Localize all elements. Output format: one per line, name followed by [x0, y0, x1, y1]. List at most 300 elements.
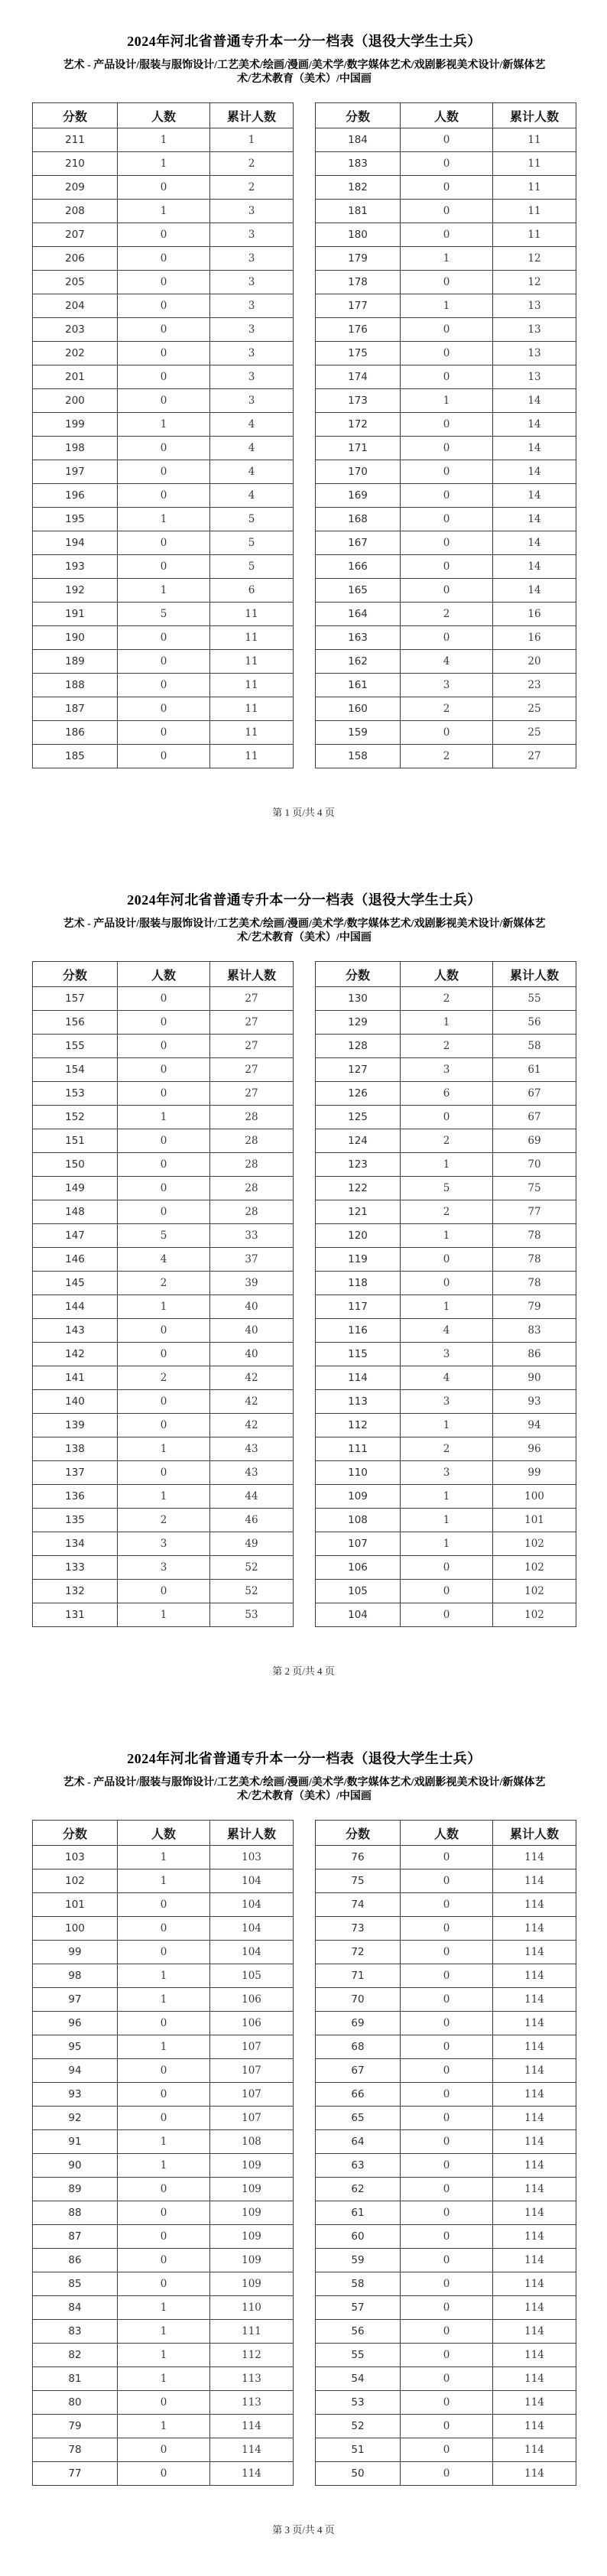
cumulative-cell: 114: [493, 1917, 576, 1941]
score-cell: 182: [316, 176, 401, 200]
count-cell: 0: [401, 1248, 493, 1272]
count-cell: 0: [118, 1319, 210, 1343]
score-cell: 202: [33, 342, 118, 365]
count-cell: 0: [118, 2059, 210, 2083]
score-cell: 137: [33, 1461, 118, 1485]
table-row: [316, 1532, 576, 1556]
cumulative-cell: 1: [210, 128, 294, 152]
page2-left-score-table: [32, 961, 294, 1627]
count-cell: 0: [118, 531, 210, 555]
table-row: [316, 745, 576, 768]
cumulative-cell: 101: [493, 1509, 576, 1532]
count-cell: 0: [118, 1414, 210, 1437]
cumulative-cell: 28: [210, 1177, 294, 1200]
column-header: 分数: [33, 962, 118, 987]
table-row: [33, 2059, 294, 2083]
score-cell: 88: [33, 2201, 118, 2225]
table-row: [33, 2012, 294, 2035]
table-row: [33, 223, 294, 247]
table-row: [33, 1869, 294, 1893]
score-cell: 187: [33, 697, 118, 721]
score-cell: 169: [316, 484, 401, 508]
score-cell: 190: [33, 626, 118, 650]
count-cell: 1: [118, 1869, 210, 1893]
score-cell: 99: [33, 1941, 118, 1964]
score-cell: 206: [33, 247, 118, 271]
table-row: [316, 674, 576, 697]
count-cell: 1: [118, 413, 210, 437]
count-cell: 0: [401, 555, 493, 579]
count-cell: 1: [401, 1153, 493, 1177]
cumulative-cell: 67: [493, 1082, 576, 1106]
count-cell: 0: [401, 1869, 493, 1893]
table-row: [33, 2130, 294, 2154]
count-cell: 1: [118, 152, 210, 176]
count-cell: 0: [118, 176, 210, 200]
table-row: [316, 2012, 576, 2035]
count-cell: 0: [401, 721, 493, 745]
count-cell: 1: [118, 2154, 210, 2178]
cumulative-cell: 114: [493, 2012, 576, 2035]
cumulative-cell: 56: [493, 1011, 576, 1035]
count-cell: 2: [401, 1129, 493, 1153]
table-row: [316, 1295, 576, 1319]
score-cell: 172: [316, 413, 401, 437]
table-row: [33, 2154, 294, 2178]
document-subtitle: 艺术 - 产品设计/服装与服饰设计/工艺美术/绘画/漫画/美术学/数字媒体艺术/戏剧影视美术设计/新媒体艺术/艺术教育（美术）/中国画: [63, 1777, 546, 1802]
score-cell: 64: [316, 2130, 401, 2154]
document-subtitle: 艺术 - 产品设计/服装与服饰设计/工艺美术/绘画/漫画/美术学/数字媒体艺术/戏剧影视美术设计/新媒体艺术/艺术教育（美术）/中国画: [63, 60, 546, 85]
count-cell: 3: [401, 1390, 493, 1414]
cumulative-cell: 102: [493, 1532, 576, 1556]
table-row: [33, 1556, 294, 1580]
table-row: [33, 1082, 294, 1106]
cumulative-cell: 52: [210, 1556, 294, 1580]
table-row: [316, 1177, 576, 1200]
page1-left-score-table: [32, 102, 294, 768]
table-row: [316, 1580, 576, 1603]
count-cell: 0: [401, 1272, 493, 1295]
table-row: [316, 1248, 576, 1272]
cumulative-cell: 110: [210, 2296, 294, 2320]
score-cell: 136: [33, 1485, 118, 1509]
cumulative-cell: 104: [210, 1893, 294, 1917]
count-cell: 0: [401, 2296, 493, 2320]
count-cell: 1: [118, 2296, 210, 2320]
score-cell: 180: [316, 223, 401, 247]
score-cell: 188: [33, 674, 118, 697]
table-row: [316, 2391, 576, 2415]
cumulative-cell: 4: [210, 437, 294, 460]
count-cell: 0: [401, 2130, 493, 2154]
count-cell: 0: [118, 650, 210, 674]
count-cell: 0: [118, 1011, 210, 1035]
cumulative-cell: 114: [493, 2107, 576, 2130]
count-cell: 0: [401, 2438, 493, 2462]
cumulative-cell: 28: [210, 1129, 294, 1153]
table-row: [33, 1272, 294, 1295]
table-row: [33, 2320, 294, 2344]
score-cell: 57: [316, 2296, 401, 2320]
table-row: [316, 2201, 576, 2225]
table-row: [316, 152, 576, 176]
cumulative-cell: 40: [210, 1343, 294, 1366]
count-cell: 4: [401, 1366, 493, 1390]
document-subtitle: 艺术 - 产品设计/服装与服饰设计/工艺美术/绘画/漫画/美术学/数字媒体艺术/戏剧影视美术设计/新媒体艺术/艺术教育（美术）/中国画: [63, 918, 546, 944]
score-cell: 50: [316, 2462, 401, 2486]
score-cell: 113: [316, 1390, 401, 1414]
count-cell: 0: [118, 460, 210, 484]
score-cell: 195: [33, 508, 118, 531]
count-cell: 2: [118, 1509, 210, 1532]
score-cell: 91: [33, 2130, 118, 2154]
cumulative-cell: 5: [210, 531, 294, 555]
table-row: [316, 1556, 576, 1580]
count-cell: 0: [118, 987, 210, 1011]
table-row: [316, 721, 576, 745]
score-cell: 66: [316, 2083, 401, 2107]
cumulative-cell: 104: [210, 1869, 294, 1893]
table-row: [316, 1366, 576, 1390]
count-cell: 0: [118, 1893, 210, 1917]
score-cell: 131: [33, 1603, 118, 1627]
cumulative-cell: 111: [210, 2320, 294, 2344]
count-cell: 1: [401, 1011, 493, 1035]
cumulative-cell: 77: [493, 1200, 576, 1224]
count-cell: 0: [401, 318, 493, 342]
cumulative-cell: 114: [493, 2083, 576, 2107]
score-cell: 164: [316, 603, 401, 626]
score-cell: 156: [33, 1011, 118, 1035]
cumulative-cell: 99: [493, 1461, 576, 1485]
count-cell: 1: [118, 1988, 210, 2012]
table-row: [316, 2154, 576, 2178]
cumulative-cell: 114: [493, 2391, 576, 2415]
score-cell: 130: [316, 987, 401, 1011]
count-cell: 0: [401, 2344, 493, 2367]
count-cell: 1: [401, 1485, 493, 1509]
score-cell: 123: [316, 1153, 401, 1177]
score-cell: 149: [33, 1177, 118, 1200]
count-cell: 3: [118, 1532, 210, 1556]
score-cell: 197: [33, 460, 118, 484]
score-cell: 175: [316, 342, 401, 365]
score-cell: 93: [33, 2083, 118, 2107]
cumulative-cell: 90: [493, 1366, 576, 1390]
count-cell: 2: [401, 697, 493, 721]
column-header: 人数: [401, 103, 493, 128]
score-cell: 144: [33, 1295, 118, 1319]
cumulative-cell: 33: [210, 1224, 294, 1248]
table-row: [316, 555, 576, 579]
count-cell: 2: [401, 987, 493, 1011]
table-row: [316, 697, 576, 721]
table-row: [316, 1224, 576, 1248]
cumulative-cell: 3: [210, 294, 294, 318]
cumulative-cell: 114: [210, 2462, 294, 2486]
cumulative-cell: 79: [493, 1295, 576, 1319]
page3-left-score-table: [32, 1820, 294, 2486]
count-cell: 2: [118, 1272, 210, 1295]
cumulative-cell: 108: [210, 2130, 294, 2154]
score-cell: 61: [316, 2201, 401, 2225]
page-1: [0, 0, 607, 859]
count-cell: 0: [401, 2367, 493, 2391]
table-row: [33, 555, 294, 579]
cumulative-cell: 67: [493, 1106, 576, 1129]
score-cell: 107: [316, 1532, 401, 1556]
cumulative-cell: 109: [210, 2249, 294, 2272]
score-cell: 59: [316, 2249, 401, 2272]
score-cell: 108: [316, 1509, 401, 1532]
table-row: [316, 2296, 576, 2320]
cumulative-cell: 3: [210, 223, 294, 247]
count-cell: 0: [118, 2438, 210, 2462]
cumulative-cell: 102: [493, 1603, 576, 1627]
cumulative-cell: 113: [210, 2391, 294, 2415]
table-row: [316, 1893, 576, 1917]
score-cell: 193: [33, 555, 118, 579]
cumulative-cell: 70: [493, 1153, 576, 1177]
table-row: [316, 1485, 576, 1509]
cumulative-cell: 102: [493, 1556, 576, 1580]
table-row: [316, 1153, 576, 1177]
count-cell: 0: [401, 2059, 493, 2083]
count-cell: 1: [118, 1437, 210, 1461]
count-cell: 0: [118, 1917, 210, 1941]
cumulative-cell: 11: [210, 745, 294, 768]
table-row: [316, 1082, 576, 1106]
score-cell: 54: [316, 2367, 401, 2391]
page-number-footer: 第 3 页/共 4 页: [272, 2524, 335, 2535]
count-cell: 0: [401, 271, 493, 294]
score-cell: 141: [33, 1366, 118, 1390]
count-cell: 0: [118, 721, 210, 745]
count-cell: 2: [401, 1200, 493, 1224]
table-row: [33, 247, 294, 271]
count-cell: 0: [118, 1200, 210, 1224]
score-cell: 129: [316, 1011, 401, 1035]
cumulative-cell: 13: [493, 318, 576, 342]
score-cell: 124: [316, 1129, 401, 1153]
count-cell: 0: [118, 2201, 210, 2225]
table-row: [316, 200, 576, 223]
table-row: [33, 2296, 294, 2320]
score-cell: 111: [316, 1437, 401, 1461]
score-cell: 139: [33, 1414, 118, 1437]
cumulative-cell: 107: [210, 2107, 294, 2130]
count-cell: 2: [401, 1437, 493, 1461]
count-cell: 1: [401, 1295, 493, 1319]
count-cell: 0: [118, 2107, 210, 2130]
cumulative-cell: 13: [493, 294, 576, 318]
cumulative-cell: 83: [493, 1319, 576, 1343]
cumulative-cell: 109: [210, 2201, 294, 2225]
score-cell: 89: [33, 2178, 118, 2201]
table-row: [33, 1509, 294, 1532]
cumulative-cell: 37: [210, 1248, 294, 1272]
score-cell: 81: [33, 2367, 118, 2391]
score-cell: 211: [33, 128, 118, 152]
score-cell: 189: [33, 650, 118, 674]
cumulative-cell: 114: [493, 2438, 576, 2462]
cumulative-cell: 106: [210, 2012, 294, 2035]
cumulative-cell: 109: [210, 2178, 294, 2201]
table-row: [33, 2249, 294, 2272]
count-cell: 0: [118, 389, 210, 413]
score-cell: 191: [33, 603, 118, 626]
cumulative-cell: 114: [493, 2201, 576, 2225]
cumulative-cell: 114: [493, 2249, 576, 2272]
count-cell: 0: [401, 1917, 493, 1941]
table-row: [316, 389, 576, 413]
table-row: [33, 1129, 294, 1153]
cumulative-cell: 14: [493, 579, 576, 603]
cumulative-cell: 2: [210, 152, 294, 176]
cumulative-cell: 11: [210, 603, 294, 626]
score-cell: 181: [316, 200, 401, 223]
score-cell: 132: [33, 1580, 118, 1603]
cumulative-cell: 105: [210, 1964, 294, 1988]
table-row: [316, 2415, 576, 2438]
table-row: [33, 1414, 294, 1437]
count-cell: 0: [401, 200, 493, 223]
count-cell: 0: [118, 2272, 210, 2296]
table-row: [316, 1414, 576, 1437]
score-cell: 151: [33, 1129, 118, 1153]
cumulative-cell: 78: [493, 1224, 576, 1248]
column-header: 人数: [118, 103, 210, 128]
score-cell: 116: [316, 1319, 401, 1343]
cumulative-cell: 6: [210, 579, 294, 603]
count-cell: 1: [401, 1532, 493, 1556]
column-header: 累计人数: [210, 1821, 294, 1846]
score-cell: 62: [316, 2178, 401, 2201]
table-row: [33, 1177, 294, 1200]
cumulative-cell: 52: [210, 1580, 294, 1603]
score-cell: 162: [316, 650, 401, 674]
cumulative-cell: 114: [493, 2296, 576, 2320]
cumulative-cell: 109: [210, 2225, 294, 2249]
cumulative-cell: 3: [210, 318, 294, 342]
score-cell: 163: [316, 626, 401, 650]
table-row: [33, 1248, 294, 1272]
count-cell: 1: [118, 2320, 210, 2344]
count-cell: 0: [401, 365, 493, 389]
count-cell: 0: [118, 674, 210, 697]
table-row: [316, 176, 576, 200]
count-cell: 0: [118, 342, 210, 365]
cumulative-cell: 11: [493, 223, 576, 247]
count-cell: 0: [401, 2249, 493, 2272]
column-header: 分数: [316, 962, 401, 987]
score-cell: 84: [33, 2296, 118, 2320]
count-cell: 0: [118, 626, 210, 650]
column-header: 分数: [316, 103, 401, 128]
count-cell: 0: [401, 2154, 493, 2178]
cumulative-cell: 114: [493, 2035, 576, 2059]
table-row: [33, 745, 294, 768]
count-cell: 0: [118, 365, 210, 389]
score-cell: 55: [316, 2344, 401, 2367]
count-cell: 1: [118, 1603, 210, 1627]
cumulative-cell: 107: [210, 2083, 294, 2107]
score-cell: 161: [316, 674, 401, 697]
count-cell: 1: [118, 2415, 210, 2438]
count-cell: 0: [118, 1390, 210, 1414]
count-cell: 0: [401, 1964, 493, 1988]
table-row: [316, 1509, 576, 1532]
cumulative-cell: 27: [210, 1035, 294, 1058]
cumulative-cell: 43: [210, 1437, 294, 1461]
table-row: [316, 2035, 576, 2059]
score-cell: 75: [316, 1869, 401, 1893]
page1-right-score-table: [315, 102, 576, 768]
page2-right-score-table: [315, 961, 576, 1627]
table-row: [316, 128, 576, 152]
score-cell: 145: [33, 1272, 118, 1295]
score-cell: 95: [33, 2035, 118, 2059]
table-row: [33, 2201, 294, 2225]
score-cell: 140: [33, 1390, 118, 1414]
count-cell: 0: [401, 1106, 493, 1129]
count-cell: 0: [401, 176, 493, 200]
table-row: [316, 1988, 576, 2012]
count-cell: 0: [118, 1129, 210, 1153]
table-row: [316, 1272, 576, 1295]
document-title: 2024年河北省普通专升本一分一档表（退役大学生士兵）: [127, 34, 482, 49]
score-cell: 134: [33, 1532, 118, 1556]
count-cell: 3: [401, 1343, 493, 1366]
table-row: [316, 2225, 576, 2249]
score-cell: 67: [316, 2059, 401, 2083]
column-header: 分数: [316, 1821, 401, 1846]
score-cell: 76: [316, 1846, 401, 1869]
table-row: [316, 1917, 576, 1941]
cumulative-cell: 114: [493, 2130, 576, 2154]
score-cell: 53: [316, 2391, 401, 2415]
cumulative-cell: 106: [210, 1988, 294, 2012]
cumulative-cell: 14: [493, 484, 576, 508]
count-cell: 1: [118, 1964, 210, 1988]
cumulative-cell: 114: [210, 2415, 294, 2438]
table-row: [33, 1964, 294, 1988]
score-cell: 109: [316, 1485, 401, 1509]
table-row: [316, 294, 576, 318]
score-cell: 92: [33, 2107, 118, 2130]
score-cell: 160: [316, 697, 401, 721]
score-cell: 78: [33, 2438, 118, 2462]
count-cell: 1: [401, 1509, 493, 1532]
table-row: [33, 721, 294, 745]
score-cell: 205: [33, 271, 118, 294]
score-cell: 69: [316, 2012, 401, 2035]
count-cell: 0: [118, 1343, 210, 1366]
table-row: [33, 2344, 294, 2367]
count-cell: 1: [118, 128, 210, 152]
table-row: [316, 460, 576, 484]
cumulative-cell: 12: [493, 247, 576, 271]
count-cell: 0: [118, 555, 210, 579]
count-cell: 2: [118, 1366, 210, 1390]
table-row: [33, 2438, 294, 2462]
score-cell: 176: [316, 318, 401, 342]
cumulative-cell: 4: [210, 413, 294, 437]
score-cell: 71: [316, 1964, 401, 1988]
count-cell: 0: [401, 508, 493, 531]
count-cell: 2: [401, 603, 493, 626]
table-row: [33, 2415, 294, 2438]
